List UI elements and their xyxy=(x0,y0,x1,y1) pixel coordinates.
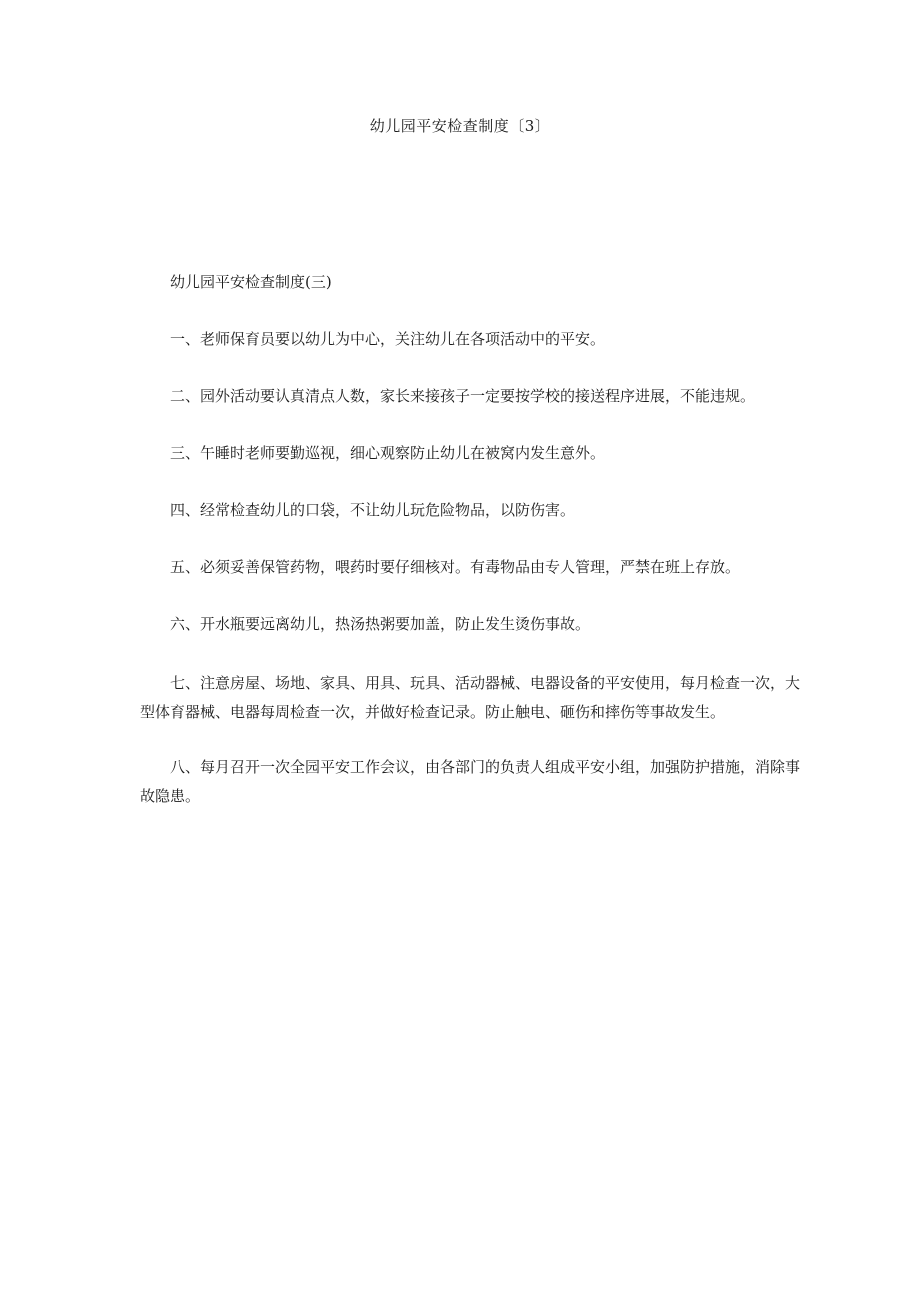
rule-paragraph-1: 一、老师保育员要以幼儿为中心，关注幼儿在各项活动中的平安。 xyxy=(170,330,606,348)
rule-paragraph-3: 三、午睡时老师要勤巡视，细心观察防止幼儿在被窝内发生意外。 xyxy=(170,444,606,462)
document-body xyxy=(140,270,800,837)
rule-paragraph-8: 八、每月召开一次全园平安工作会议，由各部门的负责人组成平安小组，加强防护措施，消除事故隐患。 xyxy=(140,758,801,805)
section-heading: 幼儿园平安检查制度(三) xyxy=(170,273,332,291)
rule-paragraph-2: 二、园外活动要认真清点人数，家长来接孩子一定要按学校的接送程序进展，不能违规。 xyxy=(170,387,756,405)
document-title: 幼儿园平安检查制度〔3〕 xyxy=(369,117,551,135)
rule-paragraph-4: 四、经常检查幼儿的口袋，不让幼儿玩危险物品，以防伤害。 xyxy=(170,501,576,519)
rule-paragraph-6: 六、开水瓶要远离幼儿，热汤热粥要加盖，防止发生烫伤事故。 xyxy=(170,615,591,633)
rule-paragraph-5: 五、必须妥善保管药物，喂药时要仔细核对。有毒物品由专人管理，严禁在班上存放。 xyxy=(170,558,741,576)
rule-paragraph-7: 七、注意房屋、场地、家具、用具、玩具、活动器械、电器设备的平安使用，每月检查一次，大型体育器械、电器每周检查一次，并做好检查记录。防止触电、砸伤和摔伤等事故发生。 xyxy=(140,674,801,721)
